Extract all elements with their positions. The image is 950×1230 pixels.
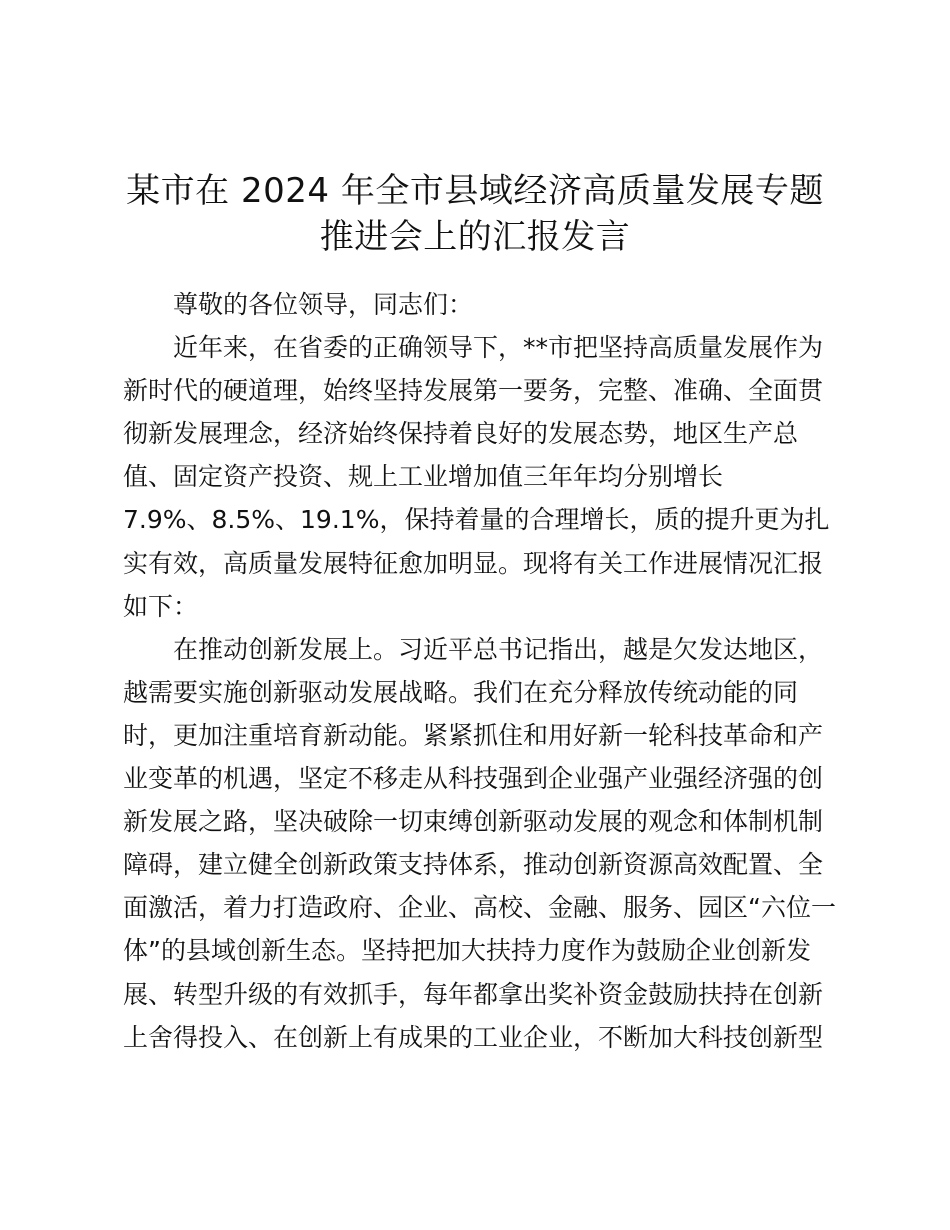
paragraph-2-line: 面激活，着力打造政府、企业、高校、金融、服务、园区“六位一 (123, 893, 836, 923)
paragraph-1-line: 实有效，高质量发展特征愈加明显。现将有关工作进展情况汇报 (123, 548, 824, 578)
title-line-2: 推进会上的汇报发言 (319, 217, 631, 257)
paragraph-1 (123, 326, 835, 628)
paragraph-2-line: 上舍得投入、在创新上有成果的工业企业，不断加大科技创新型 (123, 1022, 824, 1052)
paragraph-2-line: 展、转型升级的有效抓手，每年都拿出奖补资金鼓励扶持在创新 (123, 979, 824, 1009)
paragraph-2-line: 时，更加注重培育新动能。紧紧抓住和用好新一轮科技革命和产 (123, 720, 824, 750)
paragraph-1-line: 7.9%、8.5%、19.1%，保持着量的合理增长，质的提升更为扎 (123, 505, 830, 535)
salutation: 尊敬的各位领导，同志们： (173, 290, 474, 319)
paragraph-1-line: 新时代的硬道理，始终坚持发展第一要务，完整、准确、全面贯 (123, 376, 824, 406)
paragraph-1-line: 值、固定资产投资、规上工业增加值三年年均分别增长 (123, 462, 724, 492)
paragraph-1-line: 彻新发展理念，经济始终保持着良好的发展态势，地区生产总 (123, 419, 799, 449)
paragraph-2-line: 体”的县域创新生态。坚持把加大扶持力度作为鼓励企业创新发 (123, 936, 811, 966)
document-title (60, 168, 890, 260)
paragraph-2-line: 新发展之路，坚决破除一切束缚创新驱动发展的观念和体制机制 (123, 807, 824, 837)
paragraph-2-line: 障碍，建立健全创新政策支持体系，推动创新资源高效配置、全 (123, 850, 824, 880)
paragraph-2-line: 越需要实施创新驱动发展战略。我们在充分释放传统动能的同 (123, 677, 799, 707)
paragraph-1-line: 近年来，在省委的正确领导下，**市把坚持高质量发展作为 (173, 333, 824, 363)
paragraph-2-line: 在推动创新发展上。习近平总书记指出，越是欠发达地区， (173, 634, 824, 664)
paragraph-1-line: 如下： (123, 591, 199, 621)
paragraph-2 (123, 628, 835, 1059)
paragraph-2-line: 业变革的机遇，坚定不移走从科技强到企业强产业强经济强的创 (123, 764, 824, 794)
title-line-1: 某市在 2024 年全市县域经济高质量发展专题 (126, 171, 824, 211)
document-body (123, 283, 835, 1059)
